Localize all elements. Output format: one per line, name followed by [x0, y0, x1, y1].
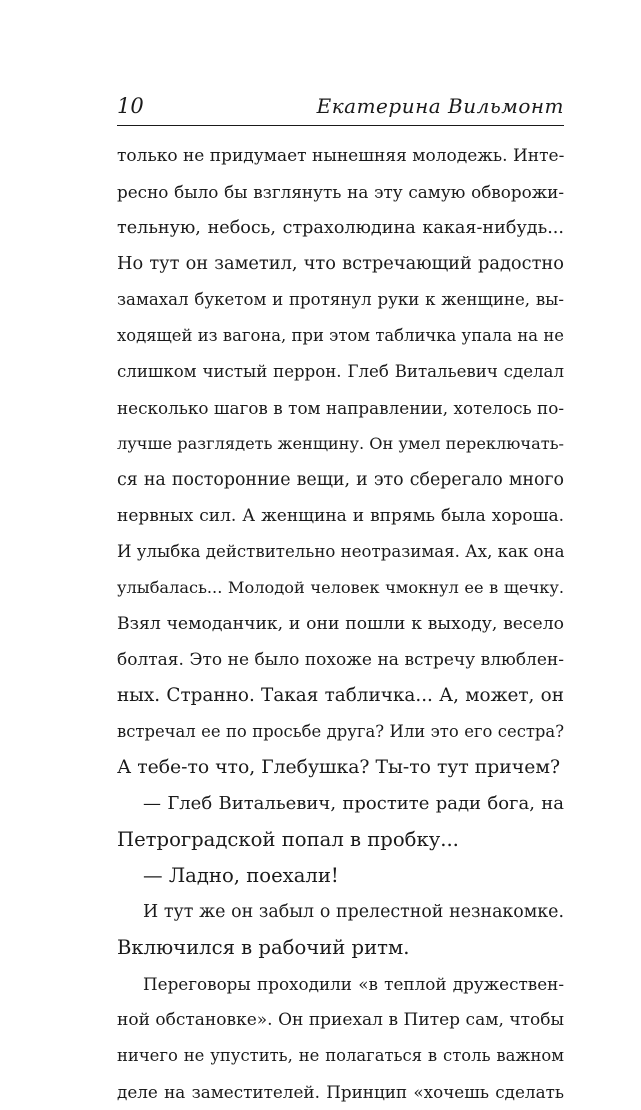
text-line: Петроградской попал в пробку...: [117, 828, 459, 851]
text-line: ся на посторонние вещи, и это сберегало много: [117, 470, 564, 490]
text-line: нервных сил. А женщина и впрямь была хороша.: [117, 506, 564, 526]
text-line: встречал ее по просьбе друга? Или это его сестра?: [117, 722, 564, 741]
text-line: Взял чемоданчик, и они пошли к выходу, весело: [117, 614, 564, 634]
text-line: несколько шагов в том направлении, хотелось по-: [117, 398, 564, 418]
dialogue-line: — Ладно, поехали!: [143, 864, 339, 887]
text-line: А тебе-то что, Глебушка? Ты-то тут причем?: [117, 757, 561, 778]
header-rule: [117, 125, 564, 126]
text-line: ных. Странно. Такая табличка... А, может, он: [117, 685, 564, 706]
paragraph-start-line: Переговоры проходили «в теплой дружествен-: [143, 974, 564, 994]
text-line: ничего не упустить, не полагаться в столь важном: [117, 1046, 564, 1065]
text-line: Но тут он заметил, что встречающий радостно: [117, 253, 564, 274]
paragraph-start-line: И тут же он забыл о прелестной незнакомке.: [143, 902, 564, 922]
body-text: [117, 138, 564, 1110]
text-line: замахал букетом и протянул руки к женщине, вы-: [117, 290, 564, 309]
page-number: 10: [117, 94, 144, 118]
text-line: болтая. Это не было похоже на встречу влюблен-: [117, 650, 564, 670]
text-line: тельную, небось, страхолюдина какая-нибудь...: [117, 218, 564, 238]
running-head-author: Екатерина Вильмонт: [316, 94, 564, 118]
text-line: лучше разглядеть женщину. Он умел переключать-: [117, 434, 564, 453]
text-line: деле на заместителей. Принцип «хочешь сделать: [117, 1082, 564, 1102]
dialogue-line: — Глеб Витальевич, простите ради бога, на: [143, 793, 564, 814]
text-line: Включился в рабочий ритм.: [117, 936, 410, 959]
text-line: ходящей из вагона, при этом табличка упала на не: [117, 326, 564, 345]
text-line: И улыбка действительно неотразимая. Ах, как она: [117, 542, 565, 561]
text-line: улыбалась... Молодой человек чмокнул ее в щечку.: [117, 578, 564, 597]
text-line: слишком чистый перрон. Глеб Витальевич сделал: [117, 362, 564, 381]
text-line: только не придумает нынешняя молодежь. Инте-: [117, 146, 565, 166]
text-line: ресно было бы взглянуть на эту самую обворожи-: [117, 182, 564, 202]
text-line: ной обстановке». Он приехал в Питер сам, чтобы: [117, 1010, 564, 1030]
page-header: [117, 90, 564, 126]
